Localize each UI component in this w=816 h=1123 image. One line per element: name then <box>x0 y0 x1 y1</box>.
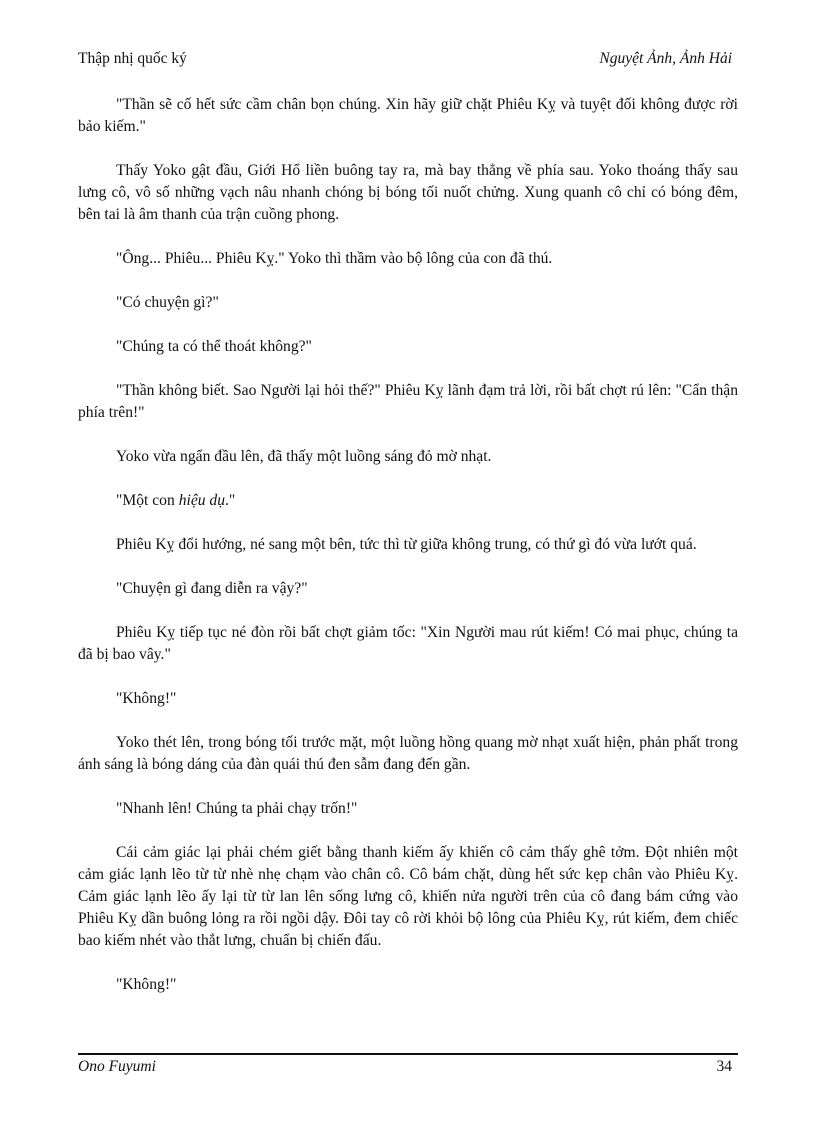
paragraph: Cái cảm giác lại phải chém giết bằng thanh kiếm ấy khiến cô cảm thấy ghê tởm. Đột nhiên một cảm giác lạnh lẽo từ từ nhè nhẹ chạm vào chân cô. Cô bám chặt, dùng hết sức kẹp chân vào Phiêu Kỵ. Cảm giác lạnh lẽo ấy lại từ từ lan lên sống lưng cô, khiến nửa người trên của cô đang bám cứng vào Phiêu Kỵ dần buông lỏng ra rồi ngồi dậy. Đôi tay cô rời khỏi bộ lông của Phiêu Kỵ, rút kiếm, đem chiếc bao kiếm nhét vào thắt lưng, chuẩn bị chiến đấu. <box>78 844 738 949</box>
paragraph: Yoko vừa ngẩn đầu lên, đã thấy một luồng sáng đỏ mờ nhạt. <box>116 448 492 465</box>
paragraph: Phiêu Kỵ tiếp tục né đòn rồi bất chợt giảm tốc: "Xin Người mau rút kiếm! Có mai phục, chúng ta đã bị bao vây." <box>78 624 738 663</box>
paragraph: "Chuyện gì đang diễn ra vậy?" <box>116 580 308 597</box>
paragraph <box>78 490 738 512</box>
chapter-title: Nguyệt Ảnh, Ảnh Hải <box>599 50 732 67</box>
book-title: Thập nhị quốc ký <box>78 50 187 67</box>
paragraph: "Ông... Phiêu... Phiêu Kỵ." Yoko thì thầm vào bộ lông của con đã thú. <box>116 250 553 267</box>
italic-term: hiệu dụ <box>178 492 226 509</box>
page-number: 34 <box>716 1058 732 1075</box>
page-header <box>78 50 738 72</box>
page-footer <box>78 1058 738 1080</box>
paragraph: "Thần sẽ cố hết sức cầm chân bọn chúng. Xin hãy giữ chặt Phiêu Kỵ và tuyệt đối không được rời bảo kiếm." <box>78 96 738 135</box>
paragraph: Thấy Yoko gật đầu, Giới Hổ liền buông tay ra, mà bay thẳng về phía sau. Yoko thoáng thấy sau lưng cô, vô số những vạch nâu nhanh chóng bị bóng tối nuốt chửng. Xung quanh cô chỉ có bóng đêm, bên tai là âm thanh của trận cuồng phong. <box>78 162 738 223</box>
paragraph-text: "Một con <box>116 492 179 509</box>
paragraph: Yoko thét lên, trong bóng tối trước mặt, một luồng hồng quang mờ nhạt xuất hiện, phản phất trong ánh sáng là bóng dáng của đàn quái thú đen sẫm đang đến gần. <box>78 734 738 773</box>
author-name: Ono Fuyumi <box>78 1058 156 1075</box>
footer-divider <box>78 1053 738 1055</box>
paragraph: "Nhanh lên! Chúng ta phải chạy trốn!" <box>116 800 358 817</box>
paragraph: "Thần không biết. Sao Người lại hỏi thế?" Phiêu Kỵ lãnh đạm trả lời, rồi bất chợt rú lên: "Cẩn thận phía trên!" <box>78 382 738 421</box>
page-body <box>78 94 738 1018</box>
paragraph-text: ." <box>225 492 236 509</box>
paragraph: "Không!" <box>116 976 177 993</box>
paragraph: Phiêu Kỵ đổi hướng, né sang một bên, tức thì từ giữa không trung, có thứ gì đó vừa lướt quá. <box>116 536 697 553</box>
paragraph: "Không!" <box>116 690 177 707</box>
paragraph: "Chúng ta có thể thoát không?" <box>116 338 312 355</box>
paragraph: "Có chuyện gì?" <box>116 294 219 311</box>
